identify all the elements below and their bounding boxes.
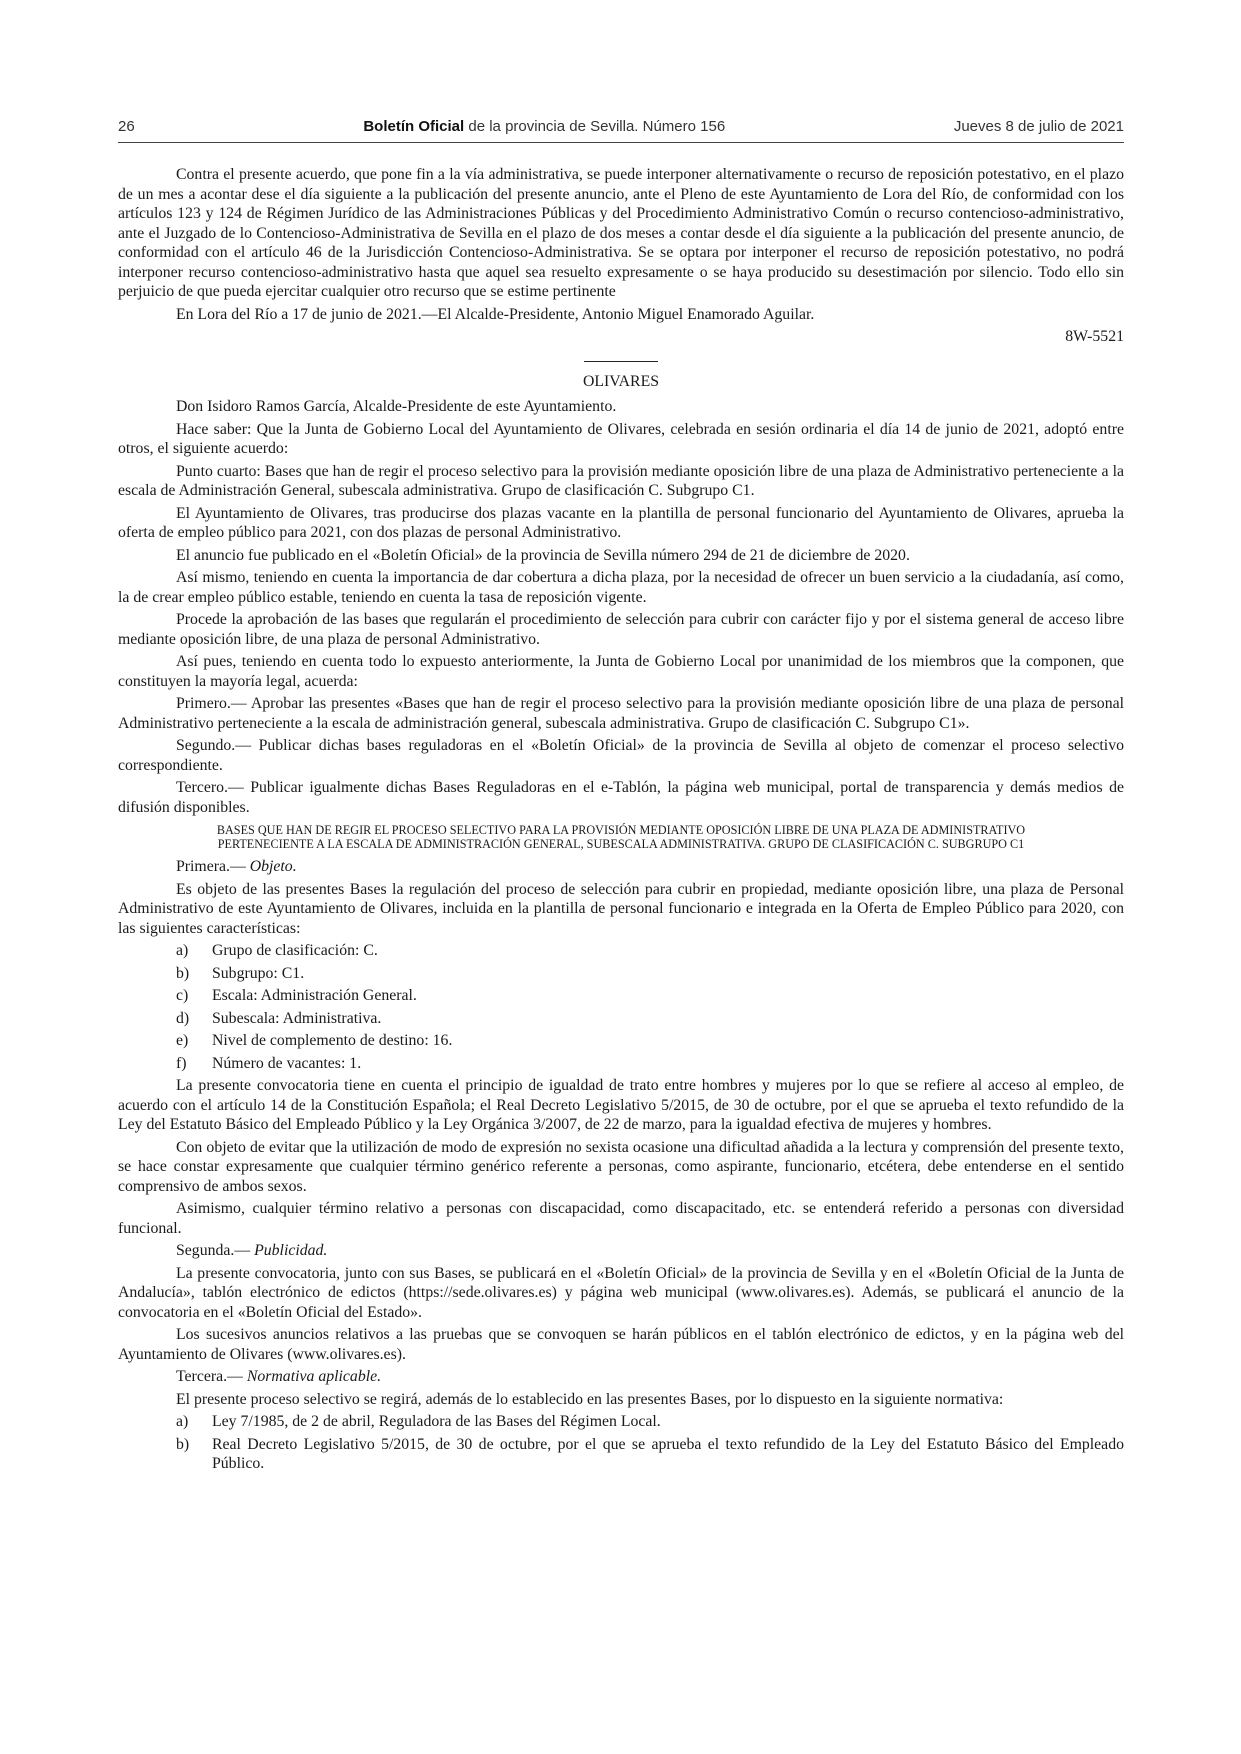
section-label: Primera.— — [176, 858, 250, 875]
bases-heading-line-2: PERTENECIENTE A LA ESCALA DE ADMINISTRACIÓN GENERAL, SUBESCALA ADMINISTRATIVA. GRUPO DE CLASIFICACIÓN C. SUBGRUPO C1 — [217, 837, 1025, 851]
paragraph: Don Isidoro Ramos García, Alcalde-Presidente de este Ayuntamiento. — [176, 398, 617, 415]
paragraph: El anuncio fue publicado en el «Boletín Oficial» de la provincia de Sevilla número 294 de 21 de diciembre de 2020. — [176, 546, 910, 564]
list-text: Subescala: Administrativa. — [212, 1009, 382, 1027]
list-item — [176, 1054, 1124, 1074]
bulletin-page — [118, 118, 1124, 1477]
paragraph: Así pues, teniendo en cuenta todo lo expuesto anteriormente, la Junta de Gobierno Local por unanimidad de los miembros que la componen, que constituyen la mayoría legal, acuerda: — [118, 653, 1124, 690]
list-marker: f) — [176, 1054, 187, 1072]
publication-title-bold: Boletín Oficial — [363, 118, 465, 135]
section-label: Tercera.— — [176, 1368, 247, 1385]
list-text: Real Decreto Legislativo 5/2015, de 30 de octubre, por el que se aprueba el texto refundido de la Ley del Estatuto Básico del Empleado Público. — [212, 1435, 1124, 1472]
section-title: Objeto. — [249, 858, 297, 875]
section-divider — [584, 361, 658, 362]
section-title: Normativa aplicable. — [246, 1368, 382, 1385]
municipality-title: OLIVARES — [582, 372, 660, 390]
list-item — [176, 1031, 1124, 1051]
list-text: Nivel de complemento de destino: 16. — [212, 1032, 453, 1049]
list-item — [176, 1412, 1124, 1432]
paragraph: Procede la aprobación de las bases que regularán el procedimiento de selección para cubrir con carácter fijo y por el sistema general de acceso libre mediante oposición libre, de una plaza de personal Administrativo. — [118, 611, 1124, 648]
paragraph: Los sucesivos anuncios relativos a las pruebas que se convoquen se harán públicos en el tablón electrónico de edictos, y en la página web del Ayuntamiento de Olivares (www.olivares.es). — [118, 1326, 1124, 1363]
paragraph: La presente convocatoria tiene en cuenta el principio de igualdad de trato entre hombres y mujeres por lo que se refiere al acceso al empleo, de acuerdo con el artículo 14 de la Constitución Española; el Real Decreto Legislativo 5/2015, de 30 de octubre, por el que se aprueba el texto refundido de la Ley del Estatuto Básico del Empleado Público y la Ley Orgánica 3/2007, de 22 de marzo, para la igualdad efectiva de mujeres y hombres. — [118, 1077, 1124, 1133]
paragraph: Asimismo, cualquier término relativo a personas con discapacidad, como discapacitado, etc. se entenderá referido a personas con diversidad funcional. — [118, 1200, 1124, 1237]
list-item — [176, 964, 1124, 984]
page-body — [118, 165, 1124, 1474]
paragraph: Primero.— Aprobar las presentes «Bases que han de regir el proceso selectivo para la provisión mediante oposición libre de una plaza de personal Administrativo perteneciente a la escala de administración general, subescala administrativa. Grupo de clasificación C. Subgrupo C1». — [118, 695, 1124, 732]
bases-heading-line-1: BASES QUE HAN DE REGIR EL PROCESO SELECTIVO PARA LA PROVISIÓN MEDIANTE OPOSICIÓN LIBRE DE UNA PLAZA DE ADMINISTRATIVO — [216, 823, 1026, 837]
list-marker: e) — [176, 1032, 189, 1049]
list-text: Grupo de clasificación: C. — [212, 942, 378, 959]
publication-title-rest: de la provincia de Sevilla. Número 156 — [464, 118, 726, 135]
paragraph: Segundo.— Publicar dichas bases reguladoras en el «Boletín Oficial» de la provincia de Sevilla al objeto de comenzar el proceso selectivo correspondiente. — [118, 737, 1124, 774]
section-title: Publicidad. — [254, 1242, 328, 1259]
list-marker: d) — [176, 1009, 190, 1027]
list-marker: a) — [176, 942, 189, 959]
paragraph: Contra el presente acuerdo, que pone fin a la vía administrativa, se puede interponer alternativamente o recurso de reposición potestativo, en el plazo de un mes a acontar dese el día siguiente a la publicación del presente anuncio, ante el Pleno de este Ayuntamiento de Lora del Río, de conformidad con los artículos 123 y 124 de Régimen Jurídico de las Administraciones Públicas y del Procedimiento Administrativo Común o recurso contencioso-administrativo, ante el Juzgado de lo Contencioso-Administrativa de Sevilla en el plazo de dos meses a contar desde el día siguiente a la publicación del presente anuncio, de conformidad con el artículo 46 de la Jurisdicción Contencioso-Administrativa. Se se optara por interponer el recurso de reposición potestativo, no podrá interponer recurso contencioso-administrativo hasta que aquel sea resuelto expresamente o se haya producido su desestimación por silencio. Todo ello sin perjuicio de que pueda ejercitar cualquier otro recurso que se estime pertinente — [118, 166, 1124, 300]
paragraph: El presente proceso selectivo se regirá, además de lo establecido en las presentes Bases, por lo dispuesto en la siguiente normativa: — [176, 1390, 1004, 1408]
list-marker: b) — [176, 1435, 190, 1453]
paragraph: Así mismo, teniendo en cuenta la importancia de dar cobertura a dicha plaza, por la necesidad de ofrecer un buen servicio a la ciudadanía, así como, la de crear empleo público estable, teniendo en cuenta la tasa de reposición vigente. — [118, 569, 1124, 606]
list-item — [176, 1009, 1124, 1029]
paragraph: Hace saber: Que la Junta de Gobierno Local del Ayuntamiento de Olivares, celebrada en sesión ordinaria el día 14 de junio de 2021, adoptó entre otros, el siguiente acuerdo: — [118, 420, 1124, 457]
section-label: Segunda.— — [176, 1242, 255, 1259]
list-text: Subgrupo: C1. — [212, 964, 305, 982]
list-item — [176, 1435, 1124, 1474]
bases-heading — [118, 823, 1124, 851]
list-marker: c) — [176, 987, 189, 1004]
paragraph: El Ayuntamiento de Olivares, tras producirse dos plazas vacante en la plantilla de personal funcionario del Ayuntamiento de Olivares, aprueba la oferta de empleo público para 2021, con dos plazas de personal Administrativo. — [118, 504, 1124, 541]
reference-code: 8W-5521 — [1065, 328, 1124, 345]
paragraph: Tercero.— Publicar igualmente dichas Bases Reguladoras en el e-Tablón, la página web municipal, portal de transparencia y demás medios de difusión disponibles. — [118, 779, 1124, 816]
signature-line: En Lora del Río a 17 de junio de 2021.—El Alcalde-Presidente, Antonio Miguel Enamorado Aguilar. — [176, 305, 815, 323]
paragraph: Es objeto de las presentes Bases la regulación del proceso de selección para cubrir en propiedad, mediante oposición libre, una plaza de Personal Administrativo de este Ayuntamiento de Olivares, incluida en la plantilla de personal funcionario e integrada en la Oferta de Empleo Público para 2020, con las siguientes características: — [118, 880, 1124, 937]
paragraph: La presente convocatoria, junto con sus Bases, se publicará en el «Boletín Oficial» de la provincia de Sevilla y en el «Boletín Oficial de la Junta de Andalucía», tablón electrónico de edictos (https://sede.olivares.es) y página web municipal (www.olivares.es). Además, se publicará el anuncio de la convocatoria en el «Boletín Oficial del Estado». — [118, 1264, 1124, 1321]
list-marker: b) — [176, 964, 190, 982]
paragraph: Punto cuarto: Bases que han de regir el proceso selectivo para la provisión mediante oposición libre de una plaza de Administrativo perteneciente a la escala de Administración General, subescala administrativa. Grupo de clasificación C. Subgrupo C1. — [118, 462, 1124, 499]
section-heading-segunda — [118, 1241, 1124, 1261]
publication-date: Jueves 8 de julio de 2021 — [953, 118, 1124, 135]
list-text: Ley 7/1985, de 2 de abril, Reguladora de las Bases del Régimen Local. — [212, 1413, 661, 1430]
paragraph: Con objeto de evitar que la utilización de modo de expresión no sexista ocasione una dificultad añadida a la lectura y comprensión del presente texto, se hace constar expresamente que cualquier término genérico referente a personas, como aspirante, funcionario, etcétera, debe entenderse en el sentido comprensivo de ambos sexos. — [118, 1138, 1124, 1195]
page-number: 26 — [118, 118, 135, 135]
page-header — [118, 118, 1124, 143]
regulations-list — [176, 1412, 1124, 1474]
publication-title — [363, 118, 725, 135]
section-heading-primera — [118, 857, 1124, 877]
list-item — [176, 986, 1124, 1006]
section-heading-tercera — [118, 1367, 1124, 1387]
list-text: Número de vacantes: 1. — [212, 1054, 362, 1072]
list-marker: a) — [176, 1413, 189, 1430]
list-text: Escala: Administración General. — [212, 987, 417, 1004]
characteristics-list — [176, 941, 1124, 1073]
list-item — [176, 941, 1124, 961]
